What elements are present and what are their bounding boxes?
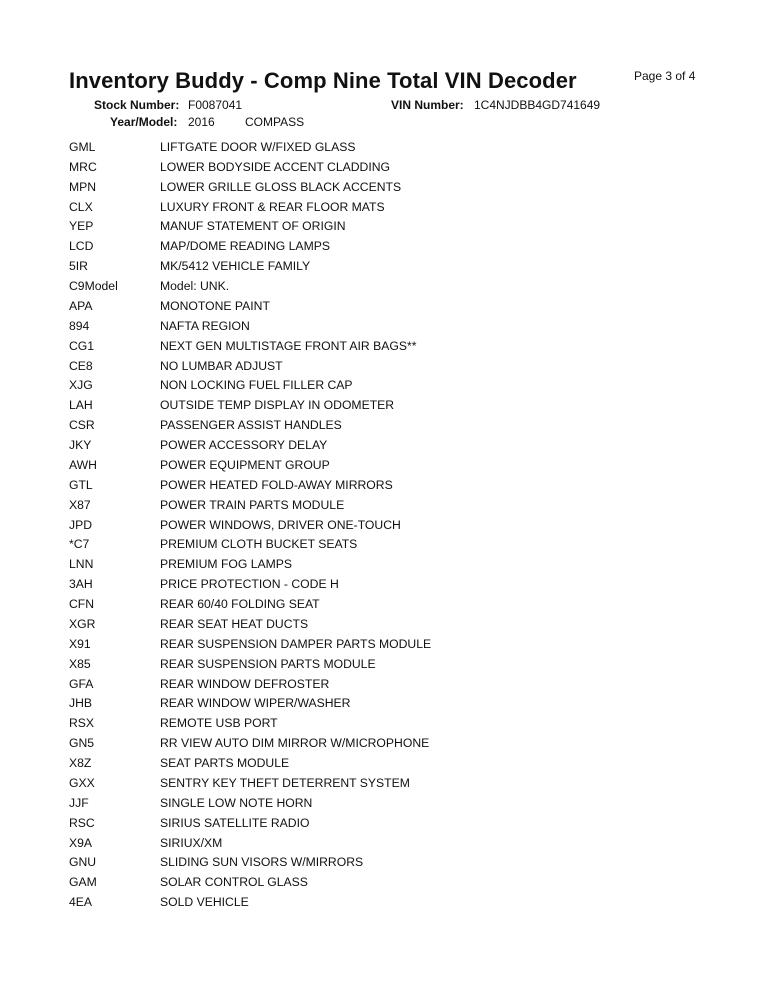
option-code-list xyxy=(69,137,431,912)
option-code: JKY xyxy=(69,438,92,453)
option-code-row xyxy=(69,872,431,892)
option-description: POWER TRAIN PARTS MODULE xyxy=(160,497,345,512)
option-code-row xyxy=(69,316,431,336)
option-code-row xyxy=(69,276,431,296)
option-code: GAM xyxy=(69,875,97,890)
option-description: RR VIEW AUTO DIM MIRROR W/MICROPHONE xyxy=(160,736,430,751)
option-code-row xyxy=(69,217,431,237)
option-code: RSX xyxy=(69,716,95,731)
option-description: LUXURY FRONT & REAR FLOOR MATS xyxy=(160,199,385,214)
option-code-row xyxy=(69,495,431,515)
option-description: SENTRY KEY THEFT DETERRENT SYSTEM xyxy=(160,775,410,790)
option-code-row xyxy=(69,614,431,634)
option-code-row xyxy=(69,137,431,157)
option-description: MK/5412 VEHICLE FAMILY xyxy=(160,259,311,274)
option-code: X85 xyxy=(69,656,91,671)
option-description: REAR WINDOW DEFROSTER xyxy=(160,676,330,691)
option-description: SINGLE LOW NOTE HORN xyxy=(160,795,313,810)
option-code-row xyxy=(69,654,431,674)
option-description: SLIDING SUN VISORS W/MIRRORS xyxy=(160,855,364,870)
option-code: 3AH xyxy=(69,577,93,592)
option-code: 4EA xyxy=(69,895,93,910)
stock-number-label: Stock Number: xyxy=(94,98,180,112)
option-code-row xyxy=(69,256,431,276)
option-code-row xyxy=(69,733,431,753)
option-code: GNU xyxy=(69,855,97,870)
option-code-row xyxy=(69,535,431,555)
option-code: GN5 xyxy=(69,736,95,751)
option-description: LIFTGATE DOOR W/FIXED GLASS xyxy=(160,139,356,154)
option-description: REAR WINDOW WIPER/WASHER xyxy=(160,696,351,711)
option-code: RSC xyxy=(69,815,95,830)
option-description: OUTSIDE TEMP DISPLAY IN ODOMETER xyxy=(160,398,395,413)
option-code-row xyxy=(69,892,431,912)
option-description: NO LUMBAR ADJUST xyxy=(160,358,283,373)
option-code: 894 xyxy=(69,318,90,333)
option-description: SOLD VEHICLE xyxy=(160,895,249,910)
option-code-row xyxy=(69,415,431,435)
option-code: MRC xyxy=(69,159,97,174)
option-code: *C7 xyxy=(69,537,90,552)
option-description: LOWER BODYSIDE ACCENT CLADDING xyxy=(160,159,391,174)
option-code-row xyxy=(69,177,431,197)
option-code-row xyxy=(69,376,431,396)
option-code: MPN xyxy=(69,179,97,194)
option-description: REAR SEAT HEAT DUCTS xyxy=(160,616,309,631)
option-code-row xyxy=(69,236,431,256)
option-code: AWH xyxy=(69,457,97,472)
option-code: CG1 xyxy=(69,338,95,353)
option-code: GXX xyxy=(69,775,95,790)
option-description: SIRIUX/XM xyxy=(160,835,223,850)
year-value: 2016 xyxy=(188,115,215,129)
option-description: PREMIUM CLOTH BUCKET SEATS xyxy=(160,537,358,552)
option-description: REAR 60/40 FOLDING SEAT xyxy=(160,597,320,612)
option-code-row xyxy=(69,157,431,177)
option-code: JPD xyxy=(69,517,93,532)
option-code: CSR xyxy=(69,418,95,433)
option-description: NEXT GEN MULTISTAGE FRONT AIR BAGS** xyxy=(160,338,417,353)
option-code: YEP xyxy=(69,219,94,234)
option-code: APA xyxy=(69,298,93,313)
option-code-row xyxy=(69,554,431,574)
option-description: NAFTA REGION xyxy=(160,318,250,333)
option-code-row xyxy=(69,515,431,535)
option-code: X9A xyxy=(69,835,93,850)
option-code-row xyxy=(69,475,431,495)
option-code: 5IR xyxy=(69,259,88,274)
option-description: PREMIUM FOG LAMPS xyxy=(160,557,293,572)
option-description: PASSENGER ASSIST HANDLES xyxy=(160,418,342,433)
option-code-row xyxy=(69,674,431,694)
option-description: LOWER GRILLE GLOSS BLACK ACCENTS xyxy=(160,179,402,194)
page-number: Page 3 of 4 xyxy=(634,69,696,83)
option-code: LCD xyxy=(69,239,94,254)
option-code-row xyxy=(69,296,431,316)
option-description: NON LOCKING FUEL FILLER CAP xyxy=(160,378,353,393)
option-code: C9Model xyxy=(69,279,118,294)
option-code-row xyxy=(69,853,431,873)
option-description: POWER HEATED FOLD-AWAY MIRRORS xyxy=(160,477,393,492)
page-title: Inventory Buddy - Comp Nine Total VIN Decoder xyxy=(69,68,577,93)
option-code: JJF xyxy=(69,795,89,810)
option-code: GTL xyxy=(69,477,93,492)
option-code: XJG xyxy=(69,378,93,393)
option-description: POWER EQUIPMENT GROUP xyxy=(160,457,330,472)
option-code-row xyxy=(69,395,431,415)
option-code: CE8 xyxy=(69,358,93,373)
vin-number-label: VIN Number: xyxy=(391,98,464,112)
option-code-row xyxy=(69,773,431,793)
option-code-row xyxy=(69,634,431,654)
model-value: COMPASS xyxy=(245,115,305,129)
option-description: REMOTE USB PORT xyxy=(160,716,278,731)
option-code-row xyxy=(69,713,431,733)
option-description: REAR SUSPENSION PARTS MODULE xyxy=(160,656,376,671)
option-code: X87 xyxy=(69,497,91,512)
option-description: PRICE PROTECTION - CODE H xyxy=(160,577,339,592)
option-code-row xyxy=(69,356,431,376)
option-code-row xyxy=(69,574,431,594)
option-code: LAH xyxy=(69,398,93,413)
option-code-row xyxy=(69,694,431,714)
option-description: MANUF STATEMENT OF ORIGIN xyxy=(160,219,346,234)
option-code: GFA xyxy=(69,676,94,691)
option-code-row xyxy=(69,197,431,217)
option-code: LNN xyxy=(69,557,94,572)
vin-number-value: 1C4NJDBB4GD741649 xyxy=(474,98,601,112)
option-code-row xyxy=(69,594,431,614)
option-code-row xyxy=(69,455,431,475)
option-code-row xyxy=(69,833,431,853)
option-description: POWER WINDOWS, DRIVER ONE-TOUCH xyxy=(160,517,401,532)
option-code-row xyxy=(69,793,431,813)
option-code: GML xyxy=(69,139,96,154)
option-code-row xyxy=(69,336,431,356)
option-description: SIRIUS SATELLITE RADIO xyxy=(160,815,310,830)
option-code: XGR xyxy=(69,616,96,631)
option-code: CFN xyxy=(69,597,95,612)
option-description: POWER ACCESSORY DELAY xyxy=(160,438,328,453)
option-description: REAR SUSPENSION DAMPER PARTS MODULE xyxy=(160,636,432,651)
option-code: CLX xyxy=(69,199,93,214)
option-code-row xyxy=(69,435,431,455)
stock-number-value: F0087041 xyxy=(188,98,243,112)
option-code-row xyxy=(69,813,431,833)
option-code: JHB xyxy=(69,696,93,711)
option-description: MONOTONE PAINT xyxy=(160,298,270,313)
year-model-label: Year/Model: xyxy=(110,115,178,129)
option-description: MAP/DOME READING LAMPS xyxy=(160,239,330,254)
option-description: SOLAR CONTROL GLASS xyxy=(160,875,308,890)
option-description: Model: UNK. xyxy=(160,279,230,294)
option-code: X91 xyxy=(69,636,91,651)
option-description: SEAT PARTS MODULE xyxy=(160,756,290,771)
option-code-row xyxy=(69,753,431,773)
option-code: X8Z xyxy=(69,756,92,771)
